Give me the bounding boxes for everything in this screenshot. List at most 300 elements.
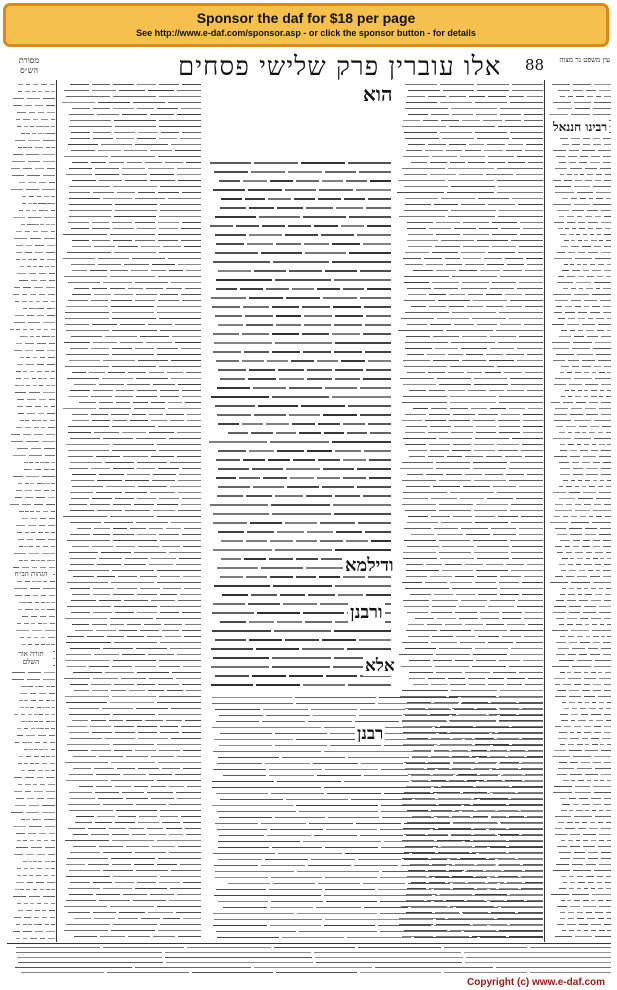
text-line: [604, 270, 611, 271]
text-line: [578, 330, 583, 331]
text-line: [24, 336, 28, 337]
text-line: [182, 534, 201, 535]
text-line: [287, 486, 319, 488]
text-line: [570, 264, 574, 265]
text-line: [47, 350, 55, 351]
text-line: [34, 434, 43, 435]
text-line: [51, 875, 55, 876]
text-line: [595, 660, 611, 661]
text-line: [130, 528, 146, 529]
text-line: [112, 696, 156, 697]
text-line: [525, 306, 543, 307]
text-line: [580, 618, 588, 619]
text-line: [159, 252, 201, 253]
text-line: [113, 528, 127, 529]
text-line: [360, 414, 391, 416]
text-line: [24, 546, 28, 547]
text-line: [304, 243, 329, 245]
text-line: [92, 228, 110, 229]
text-line: [474, 552, 508, 553]
text-line: [22, 742, 27, 743]
text-line: [591, 930, 596, 931]
text-line: [23, 168, 32, 169]
text-line: [586, 330, 594, 331]
text-line: [603, 546, 611, 547]
text-line: [322, 639, 356, 641]
text-line: [556, 618, 564, 619]
text-line: [606, 888, 611, 889]
text-line: [568, 636, 574, 637]
text-line: [566, 504, 572, 505]
text-line: [425, 150, 443, 151]
text-line: [480, 937, 543, 938]
text-line: [449, 294, 465, 295]
text-line: [48, 525, 55, 526]
text-line: [171, 360, 201, 361]
text-line: [41, 427, 45, 428]
text-line: [127, 384, 150, 385]
text-line: [30, 511, 34, 512]
text-line: [578, 252, 585, 253]
text-line: [367, 288, 391, 290]
text-line: [585, 624, 589, 625]
text-line: [42, 336, 46, 337]
text-line: [347, 432, 367, 434]
text-line: [28, 861, 32, 862]
text-line: [577, 876, 583, 877]
text-line: [183, 822, 201, 823]
text-line: [44, 903, 48, 904]
text-line: [583, 144, 590, 145]
text-line: [582, 150, 595, 151]
text-line: [510, 654, 543, 655]
text-line: [43, 511, 48, 512]
text-line: [110, 618, 153, 619]
text-line: [492, 282, 516, 283]
text-line: [450, 684, 466, 685]
text-line: [135, 967, 251, 968]
text-line: [51, 889, 55, 890]
text-line: [450, 402, 496, 403]
text-line: [575, 258, 592, 259]
text-line: [511, 570, 543, 571]
text-line: [42, 812, 55, 813]
text-line: [136, 708, 168, 709]
right-margin-column: [547, 82, 611, 942]
text-line: [160, 816, 178, 817]
text-line: [324, 895, 432, 896]
text-line: [426, 264, 443, 265]
text-line: [453, 883, 497, 884]
text-line: [594, 666, 611, 667]
text-line: [441, 120, 459, 121]
text-line: [16, 833, 25, 834]
text-line: [163, 918, 180, 919]
text-line: [569, 876, 574, 877]
text-line: [110, 516, 154, 517]
text-line: [262, 225, 285, 227]
text-line: [487, 264, 504, 265]
text-line: [38, 203, 42, 204]
text-line: [553, 792, 572, 793]
text-line: [263, 709, 308, 710]
text-line: [40, 784, 45, 785]
text-line: [98, 150, 121, 151]
text-line: [590, 162, 600, 163]
text-line: [593, 204, 611, 205]
text-line: [92, 240, 110, 241]
text-line: [604, 726, 611, 727]
text-line: [178, 480, 201, 481]
text-line: [211, 648, 253, 650]
text-line: [138, 768, 159, 769]
text-line: [160, 330, 201, 331]
text-line: [218, 486, 250, 488]
text-line: [93, 678, 118, 679]
text-line: [92, 546, 113, 547]
text-line: [594, 504, 601, 505]
text-line: [430, 174, 456, 175]
text-line: [26, 476, 39, 477]
text-line: [275, 549, 332, 551]
text-line: [595, 816, 611, 817]
text-line: [66, 654, 91, 655]
text-line: [29, 826, 42, 827]
text-line: [17, 875, 21, 876]
text-line: [178, 510, 201, 511]
text-line: [325, 919, 433, 920]
text-line: [321, 234, 354, 236]
text-line: [567, 822, 573, 823]
text-line: [270, 180, 293, 182]
text-line: [219, 715, 263, 716]
text-line: [160, 606, 201, 607]
text-line: [115, 396, 133, 397]
text-line: [41, 637, 45, 638]
text-line: [212, 630, 271, 632]
text-line: [497, 444, 519, 445]
text-line: [332, 243, 360, 245]
text-line: [29, 112, 35, 113]
text-line: [167, 690, 183, 691]
text-line: [506, 306, 522, 307]
text-line: [257, 612, 300, 614]
text-line: [499, 763, 543, 764]
text-line: [29, 686, 33, 687]
text-line: [406, 576, 427, 577]
text-line: [595, 912, 603, 913]
text-line: [219, 180, 240, 182]
text-line: [44, 875, 48, 876]
text-line: [405, 108, 448, 109]
text-line: [404, 276, 449, 277]
text-line: [181, 348, 201, 349]
text-line: [92, 222, 109, 223]
text-line: [186, 834, 201, 835]
text-line: [453, 516, 472, 517]
text-line: [445, 564, 462, 565]
text-line: [587, 210, 598, 211]
text-line: [584, 678, 596, 679]
text-line: [523, 660, 543, 661]
text-line: [261, 823, 306, 824]
text-line: [96, 492, 122, 493]
text-line: [559, 762, 567, 763]
text-line: [435, 348, 458, 349]
text-line: [461, 600, 487, 601]
text-line: [228, 883, 270, 884]
text-line: [559, 624, 564, 625]
text-line: [111, 858, 155, 859]
text-line: [402, 168, 445, 169]
text-line: [64, 342, 90, 343]
text-line: [593, 642, 600, 643]
text-line: [112, 312, 154, 313]
text-line: [17, 957, 162, 958]
text-line: [594, 726, 601, 727]
text-line: [43, 392, 55, 393]
text-line: [595, 768, 611, 769]
text-line: [99, 384, 124, 385]
text-line: [107, 972, 189, 973]
text-line: [94, 768, 114, 769]
text-line: [571, 582, 590, 583]
text-line: [518, 600, 543, 601]
text-line: [71, 612, 90, 613]
text-line: [569, 888, 574, 889]
text-line: [555, 192, 574, 193]
text-line: [604, 180, 611, 181]
text-line: [568, 96, 573, 97]
text-line: [334, 324, 362, 326]
text-line: [588, 852, 598, 853]
text-line: [183, 918, 201, 919]
text-line: [45, 455, 55, 456]
text-line: [92, 690, 108, 691]
text-line: [405, 414, 426, 415]
text-line: [560, 474, 570, 475]
text-line: [140, 576, 157, 577]
text-line: [604, 684, 611, 685]
text-line: [37, 308, 41, 309]
text-line: [454, 426, 473, 427]
text-line: [251, 594, 277, 596]
text-line: [73, 756, 96, 757]
text-line: [437, 745, 490, 746]
text-line: [151, 786, 166, 787]
text-line: [588, 648, 598, 649]
text-line: [18, 84, 23, 85]
text-line: [49, 518, 55, 519]
text-line: [554, 606, 566, 607]
text-line: [595, 594, 602, 595]
text-line: [51, 770, 55, 771]
text-line: [588, 882, 594, 883]
copyright-notice: Copyright (c) www.e-daf.com: [467, 977, 605, 988]
text-line: [35, 763, 39, 764]
text-line: [14, 350, 22, 351]
text-line: [245, 198, 265, 200]
text-line: [446, 264, 462, 265]
text-line: [604, 618, 611, 619]
text-line: [594, 780, 598, 781]
text-line: [51, 406, 55, 407]
text-line: [27, 315, 34, 316]
text-line: [569, 606, 581, 607]
sponsor-banner[interactable]: [3, 3, 609, 47]
text-line: [380, 829, 430, 830]
text-line: [111, 306, 154, 307]
text-line: [577, 744, 583, 745]
text-line: [95, 168, 119, 169]
text-line: [160, 810, 201, 811]
text-line: [35, 490, 41, 491]
text-line: [593, 786, 611, 787]
text-line: [580, 198, 586, 199]
text-line: [405, 432, 425, 433]
text-line: [571, 408, 582, 409]
text-line: [523, 228, 543, 229]
text-line: [560, 540, 570, 541]
text-line: [30, 693, 36, 694]
text-line: [596, 516, 602, 517]
text-line: [307, 450, 332, 452]
text-line: [256, 648, 299, 650]
text-line: [103, 804, 133, 805]
text-line: [434, 288, 458, 289]
text-line: [38, 861, 42, 862]
text-line: [436, 222, 460, 223]
text-line: [216, 243, 244, 245]
text-line: [553, 438, 571, 439]
text-line: [324, 751, 431, 752]
text-line: [47, 259, 51, 260]
text-line: [574, 174, 578, 175]
text-line: [16, 952, 162, 953]
text-line: [41, 595, 46, 596]
text-line: [218, 369, 246, 371]
text-line: [31, 532, 35, 533]
text-line: [94, 654, 119, 655]
text-line: [26, 910, 32, 911]
text-line: [455, 660, 473, 661]
text-line: [216, 931, 296, 932]
text-line: [429, 228, 451, 229]
text-line: [213, 751, 321, 752]
text-line: [562, 804, 570, 805]
text-line: [324, 787, 431, 788]
text-line: [222, 594, 248, 596]
text-line: [335, 495, 360, 497]
text-line: [20, 707, 24, 708]
text-line: [32, 378, 36, 379]
text-line: [437, 793, 490, 794]
text-line: [215, 639, 246, 641]
text-line: [144, 624, 161, 625]
text-line: [74, 384, 96, 385]
text-line: [562, 702, 566, 703]
text-line: [568, 654, 576, 655]
text-line: [523, 420, 543, 421]
text-line: [599, 612, 611, 613]
text-line: [36, 350, 44, 351]
text-line: [404, 300, 435, 301]
text-line: [68, 912, 90, 913]
text-line: [580, 516, 586, 517]
text-line: [73, 576, 94, 577]
text-line: [246, 495, 272, 497]
text-line: [518, 252, 543, 253]
text-line: [583, 138, 590, 139]
text-line: [492, 769, 543, 770]
text-line: [69, 198, 100, 199]
text-line: [437, 618, 456, 619]
text-line: [113, 84, 134, 85]
text-line: [90, 270, 107, 271]
text-line: [91, 396, 112, 397]
text-line: [151, 456, 174, 457]
text-line: [87, 636, 104, 637]
text-line: [554, 414, 567, 415]
text-line: [591, 840, 596, 841]
text-line: [51, 609, 55, 610]
text-line: [433, 660, 452, 661]
text-line: [299, 931, 377, 932]
text-line: [402, 504, 436, 505]
text-line: [109, 162, 124, 163]
text-line: [37, 903, 41, 904]
text-line: [554, 258, 572, 259]
text-line: [560, 450, 567, 451]
text-line: [51, 329, 55, 330]
text-line: [559, 732, 567, 733]
text-line: [408, 246, 432, 247]
text-line: [92, 84, 110, 85]
text-line: [500, 690, 543, 691]
text-line: [158, 156, 201, 157]
text-line: [70, 348, 88, 349]
text-line: [48, 854, 55, 855]
text-line: [488, 606, 514, 607]
text-line: [553, 180, 561, 181]
text-line: [274, 947, 355, 948]
text-line: [552, 84, 570, 85]
text-line: [170, 648, 201, 649]
text-line: [70, 852, 100, 853]
text-line: [598, 324, 611, 325]
text-line: [601, 222, 611, 223]
text-line: [148, 654, 174, 655]
text-line: [70, 120, 111, 121]
text-line: [570, 168, 582, 169]
text-line: [159, 750, 180, 751]
text-line: [593, 558, 598, 559]
text-line: [51, 301, 55, 302]
text-line: [567, 600, 576, 601]
text-line: [99, 900, 130, 901]
text-line: [17, 112, 26, 113]
text-line: [509, 408, 525, 409]
text-line: [484, 150, 503, 151]
text-line: [99, 402, 113, 403]
text-line: [113, 228, 134, 229]
text-line: [434, 751, 543, 752]
text-line: [577, 216, 582, 217]
text-line: [500, 594, 519, 595]
text-line: [301, 162, 345, 164]
text-line: [564, 708, 569, 709]
text-line: [408, 624, 424, 625]
